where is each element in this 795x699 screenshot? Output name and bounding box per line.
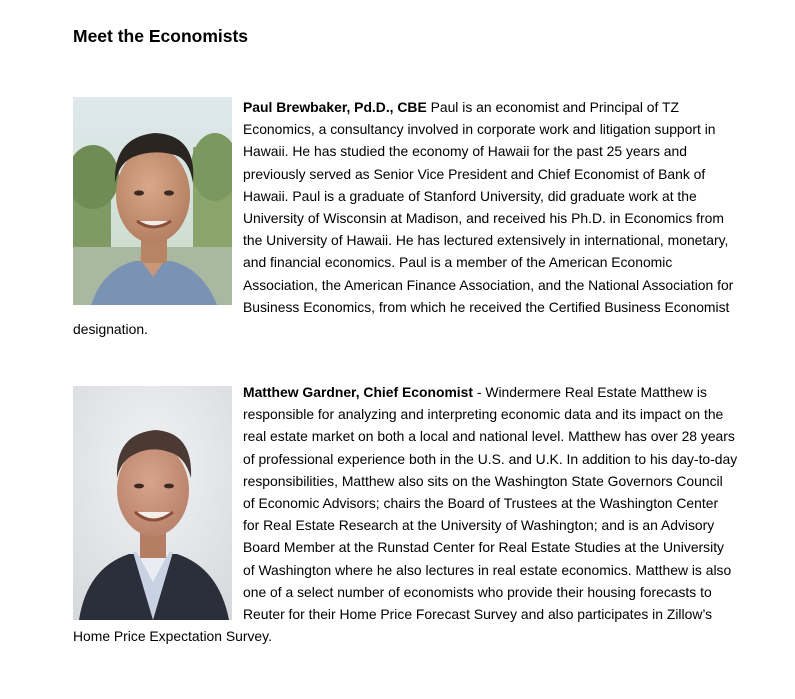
economist-bio-matthew-gardner [73,381,738,647]
economist-description: Paul is an economist and Principal of TZ Economics, a consultancy involved in corporate work and litigation support in Hawaii. He has studied the economy of Hawaii for the past 25 years and previously served as Senior Vice President and Chief Economist of Bank of Hawaii. Paul is a graduate of Stanford University, did graduate work at the University of Wisconsin at Madison, and received his Ph.D. in Economics from the University of Hawaii. He has lectured extensively in international, monetary, and financial economics. Paul is a member of the American Economic Association, the American Finance Association, and the National Association for Business Economics, from which he received the Certified Business Economist designation. [73,99,734,338]
economist-description: - Windermere Real Estate Matthew is responsible for analyzing and interpreting economic data and its impact on the real estate market on both a local and national level. Matthew has over 28 years of professional experience both in the U.S. and U.K. In addition to his day-to-day responsibilities, Matthew also sits on the Washington State Governors Council of Economic Advisors; chairs the Board of Trustees at the Washington Center for Real Estate Research at the University of Washington; and is an Advisory Board Member at the Runstad Center for Real Estate Studies at the University of Washington where he also lectures in real estate economics. Matthew is also one of a select number of economists who provide their housing forecasts to Reuter for their Home Price Forecast Survey and also participates in Zillow’s Home Price Expectation Survey. [73,384,738,645]
economist-name: Matthew Gardner, Chief Economist [243,384,474,400]
portrait-photo-matthew-gardner [73,386,232,620]
portrait-photo-paul-brewbaker [73,97,232,305]
economist-bio-paul-brewbaker [73,96,738,340]
economist-name: Paul Brewbaker, Pd.D., CBE [243,99,427,115]
page-title: Meet the Economists [73,26,249,46]
